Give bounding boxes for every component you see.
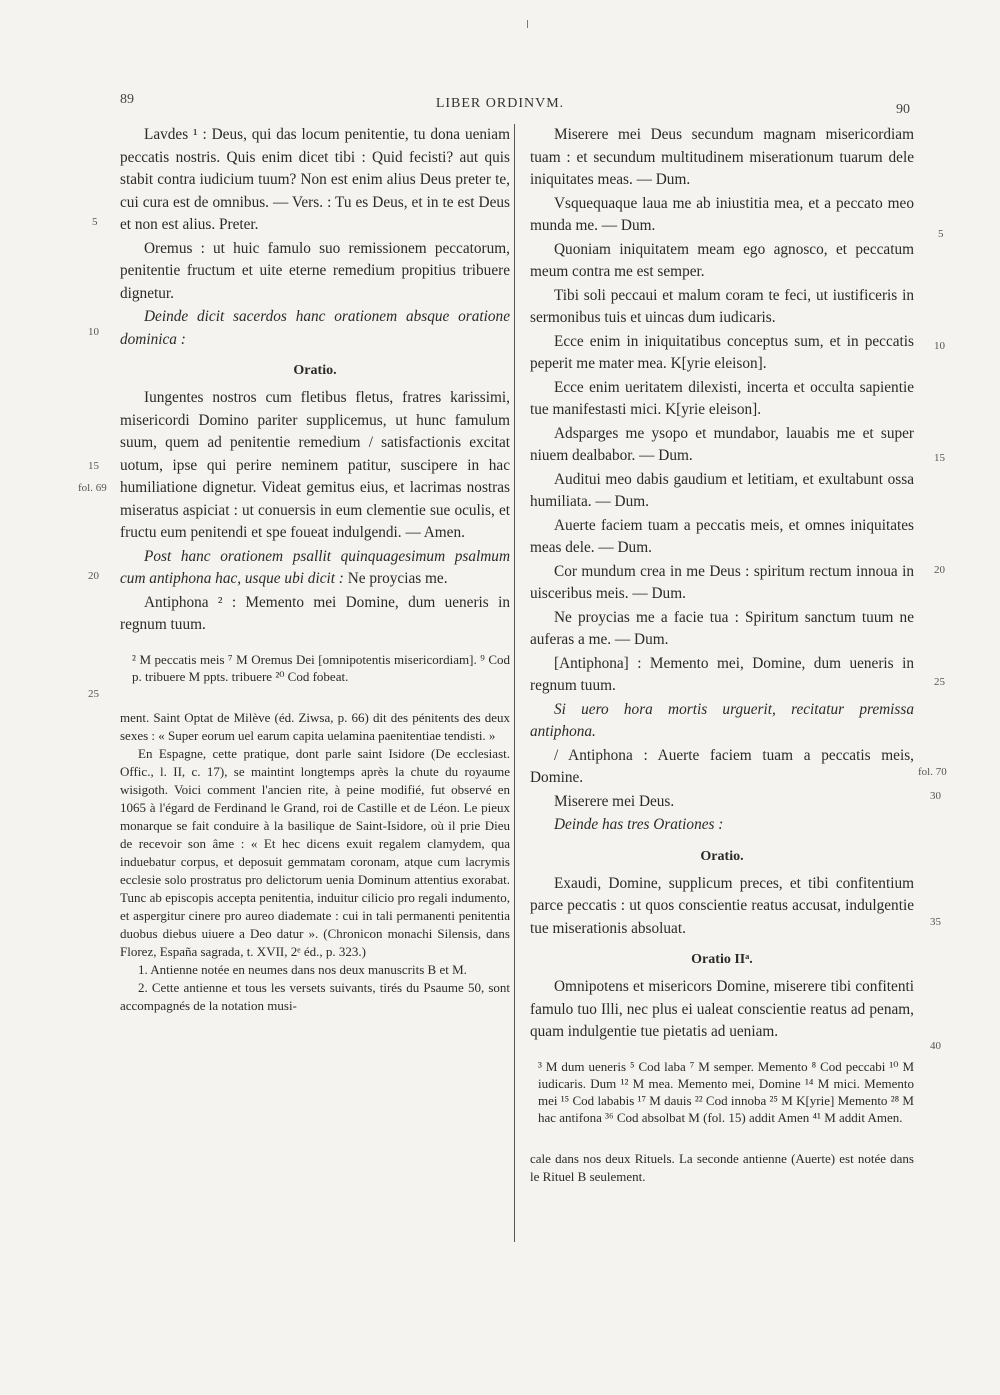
line-number-right-20: 20 bbox=[934, 564, 945, 576]
rubric-post-hanc bbox=[120, 546, 510, 591]
gutter-tick-mark bbox=[527, 20, 528, 28]
line-number-left-20: 20 bbox=[88, 570, 99, 582]
miserere-incipit: Miserere mei Deus. bbox=[554, 792, 675, 810]
folio-marker-left: fol. 69 bbox=[78, 482, 107, 494]
psalm-verse-7: Adsparges me ysopo et mundabor, lauabis me et super niuem dealbabor. — Dum. bbox=[530, 424, 914, 464]
antiphona-paragraph: Antiphona ² : Memento mei Domine, dum ueneris in regnum tuum. bbox=[120, 593, 510, 633]
line-number-right-15: 15 bbox=[934, 452, 945, 464]
iungentes-paragraph: Iungentes nostros cum fletibus fletus, fratres karissimi, misericordi Domino pariter supplicemus, ut hunc famulum suum, quem ad penitentie remedium / satisfactionis excitat uotum, ipse qui perire neminem patitur, suscipere in hac humiliatione dignetur. Videat gemitus eius, et lacrimas nostras miseratus aspiciat : ut conuersis in eum clementie sue oculis, et fructu eum penitendi et spe foueat indulgendi. — Amen. bbox=[120, 389, 510, 541]
oratio-heading-2: Oratio. bbox=[700, 848, 744, 864]
footnote-2: 2. Cette antienne et tous les versets suivants, tirés du Psaume 50, sont accompagnés de la notation musi- bbox=[120, 979, 510, 1013]
rubric-italic: Post hanc orationem psallit quinquagesimum psalmum cum antiphona hac, usque ubi dicit : bbox=[120, 547, 510, 587]
line-number-right-10: 10 bbox=[934, 340, 945, 352]
line-number-right-25: 25 bbox=[934, 676, 945, 688]
psalm-verse-5: Ecce enim in iniquitatibus conceptus sum, et in peccatis peperit me mater mea. K[yrie eleison]. bbox=[530, 332, 914, 372]
right-commentary bbox=[530, 1150, 914, 1186]
left-variant-notes bbox=[120, 651, 510, 685]
rubric-deinde-has: Deinde has tres Orationes : bbox=[554, 816, 724, 833]
right-variant-notes-text: ³ M dum ueneris ⁵ Cod laba ⁷ M semper. Memento ⁸ Cod peccabi ¹⁰ M iudicaris. Dum ¹² M mea. Memento mei, Domine ¹⁴ M mici. Memento mei ¹⁵ Cod lababis ¹⁷ M dauis ²² Cod innoba ²⁵ M K[yrie] Memento ²⁸ M hac antifona ³⁶ Cod absolbat M (fol. 15) addit Amen ⁴¹ M addit Amen. bbox=[538, 1058, 914, 1125]
rubric-deinde: Deinde dicit sacerdos hanc orationem absque oratione dominica : bbox=[120, 308, 510, 348]
line-number-left-5: 5 bbox=[92, 216, 98, 228]
antiphona-repeat: [Antiphona] : Memento mei, Domine, dum ueneris in regnum tuum. bbox=[530, 654, 914, 694]
antiphona-auerte: / Antiphona : Auerte faciem tuam a peccatis meis, Domine. bbox=[530, 746, 914, 786]
folio-marker-right: fol. 70 bbox=[918, 766, 947, 778]
page-number-right: 90 bbox=[896, 102, 910, 117]
line-number-right-30: 30 bbox=[930, 790, 941, 802]
rubric-si-uero: Si uero hora mortis urguerit, recitatur premissa antiphona. bbox=[530, 700, 914, 740]
oremus-paragraph: Oremus : ut huic famulo suo remissionem peccatorum, penitentie fructum et uite eterne remedium propitius tribuere dignetur. bbox=[120, 239, 510, 302]
page-number-left: 89 bbox=[120, 92, 134, 107]
left-main-text bbox=[120, 124, 510, 637]
line-number-right-35: 35 bbox=[930, 916, 941, 928]
line-number-left-10: 10 bbox=[88, 326, 99, 338]
commentary-espagne: En Espagne, cette pratique, dont parle saint Isidore (De ecclesiast. Offic., l. II, c. 17), se maintint longtemps après la chute du royaume wisigoth. Voici comment l'ancien rite, à peine modifié, fut observé en 1065 à l'égard de Ferdinand le Grand, roi de Castille et de Léon. Le pieux monarque se fait conduire à la basilique de Saint-Isidore, où il prie Dieu de recevoir son âme : « Et hec dicens exuit regalem clamydem, qua induebatur corpus, et deposuit gemmatam coronam, atque cum lacrymis ecclesie solo prostratus pro delictorum uenia Dominum attentius exorabat. Tunc ab episcopis accepta penitentia, induitur cilicio pro regali indumento, et aspergitur cinere pro aureo diademate : cui in tali permanenti penitentia duobus diebus uiuere a Deo datur ». (Chronicon monachi Silensis, dans Florez, España sagrada, t. XVII, 2ᵉ éd., p. 323.) bbox=[120, 745, 510, 959]
line-number-right-40: 40 bbox=[930, 1040, 941, 1052]
psalm-verse-4: Tibi soli peccaui et malum coram te feci, ut iustificeris in sermonibus tuis et uincas dum iudicaris. bbox=[530, 286, 914, 326]
laudes-paragraph: Lavdes ¹ : Deus, qui das locum penitentie, tu dona ueniam peccatis nostris. Quis enim dicet tibi : Quid fecisti? aut quis stabit contra iudicium tuum? Non est enim alius Deus preter te, cui cura est de omnibus. — Vers. : Tu es Deus, et in te est Deus et non est alius. Preter. bbox=[120, 126, 510, 233]
running-title: LIBER ORDINVM. bbox=[435, 96, 565, 111]
omnipotens-paragraph: Omnipotens et misericors Domine, miserere tibi confitenti famulo tuo Illi, nec plus ei ualeat conscientie reatus ad penam, quam indulgentie tue pietatis ad ueniam. bbox=[530, 978, 914, 1040]
psalm-verse-1: Miserere mei Deus secundum magnam misericordiam tuam : et secundum multitudinem miserationum tuarum dele iniquitates meas. — Dum. bbox=[530, 126, 914, 188]
psalm-verse-11: Ne proycias me a facie tua : Spiritum sanctum tuum ne auferas a me. — Dum. bbox=[530, 608, 914, 648]
left-commentary bbox=[120, 709, 510, 1015]
psalm-verse-8: Auditui meo dabis gaudium et letitiam, et exultabunt ossa humiliata. — Dum. bbox=[530, 470, 914, 510]
commentary-cale: cale dans nos deux Rituels. La seconde antienne (Auerte) est notée dans le Rituel B seulement. bbox=[530, 1150, 914, 1184]
psalm-verse-3: Quoniam iniquitatem meam ego agnosco, et peccatum meum contra me est semper. bbox=[530, 240, 914, 280]
oratio-ii-heading: Oratio IIᵃ. bbox=[691, 952, 753, 967]
psalm-verse-2: Vsquequaque laua me ab iniustitia mea, et a peccato meo munda me. — Dum. bbox=[530, 194, 914, 234]
rubric-incipit: Ne proycias me. bbox=[343, 570, 448, 587]
left-column bbox=[120, 124, 510, 1015]
right-main-text bbox=[530, 124, 914, 1044]
commentary-optat: ment. Saint Optat de Milève (éd. Ziwsa, p. 66) dit des pénitents des deux sexes : « Super eorum uel earum capita uelamina paenitentiae tendisti. » bbox=[120, 709, 510, 743]
footnote-1: 1. Antienne notée en neumes dans nos deux manuscrits B et M. bbox=[138, 961, 467, 977]
psalm-verse-10: Cor mundum crea in me Deus : spiritum rectum innoua in uisceribus meis. — Dum. bbox=[530, 562, 914, 602]
column-divider bbox=[514, 124, 515, 1242]
exaudi-paragraph: Exaudi, Domine, supplicum preces, et tibi confitentium parce peccatis : ut quos conscientie reatus accusat, indulgentie tue miserationis absoluat. bbox=[530, 874, 914, 937]
line-number-left-15: 15 bbox=[88, 460, 99, 472]
variant-notes-text: ² M peccatis meis ⁷ M Oremus Dei [omnipotentis misericordiam]. ⁹ Cod p. tribuere M ppts. tribuere ²⁰ Cod fobeat. bbox=[132, 651, 510, 684]
psalm-verse-9: Auerte faciem tuam a peccatis meis, et omnes iniquitates meas dele. — Dum. bbox=[530, 516, 914, 556]
right-column bbox=[530, 124, 914, 1186]
line-number-left-25: 25 bbox=[88, 688, 99, 700]
oratio-heading: Oratio. bbox=[293, 363, 337, 378]
line-number-right-5: 5 bbox=[938, 228, 944, 240]
right-variant-notes bbox=[530, 1058, 914, 1126]
psalm-verse-6: Ecce enim ueritatem dilexisti, incerta et occulta sapientie tue manifestasti mici. K[yrie eleison]. bbox=[530, 378, 914, 418]
